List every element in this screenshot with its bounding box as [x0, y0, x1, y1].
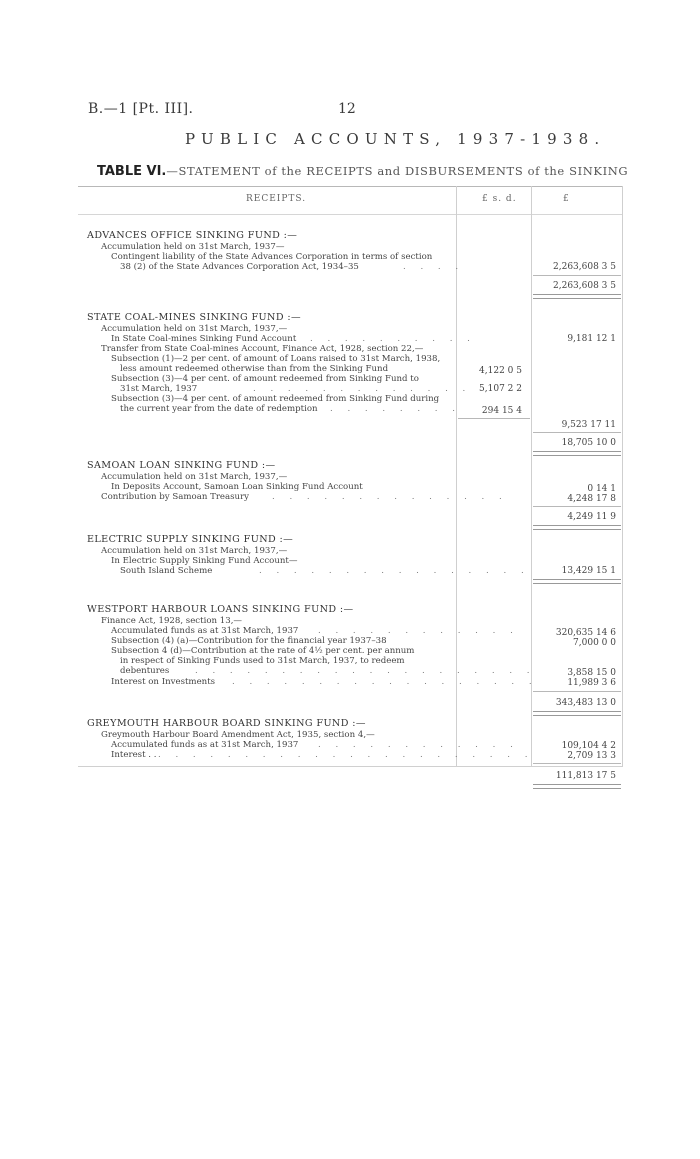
page-title: PUBLIC ACCOUNTS, 1937-1938.	[185, 130, 606, 148]
amount-value: 294 15 4	[481, 406, 522, 416]
total-double-rule	[533, 525, 621, 530]
leader-dots: . . . .	[403, 262, 465, 272]
section-title-advances: ADVANCES OFFICE SINKING FUND :—	[87, 230, 298, 241]
leader-dots: . . . . . . . . . . . .	[318, 626, 519, 636]
section-title-greymouth: GREYMOUTH HARBOUR BOARD SINKING FUND :—	[87, 718, 366, 729]
leader-dots: . . . . . . . . . .	[310, 334, 476, 344]
amount-value: 3,858 15 0	[567, 668, 616, 678]
section-title-westport: WESTPORT HARBOUR LOANS SINKING FUND :—	[87, 604, 354, 615]
table-heading	[97, 164, 628, 179]
table-bottom-rule	[78, 766, 623, 767]
table-top-rule	[78, 186, 623, 187]
subtotal-rule	[458, 418, 530, 419]
page-number: 12	[338, 101, 356, 117]
line-text: Greymouth Harbour Board Amendment Act, 1935, section 4,—	[101, 730, 375, 740]
line-text: Accumulation held on 31st March, 1937,—	[101, 472, 288, 482]
amount-value: 9,523 17 11	[561, 420, 616, 430]
amount-value: 4,248 17 8	[567, 494, 616, 504]
section-total-westport: 343,483 13 0	[555, 698, 616, 708]
amount-value: 11,989 3 6	[567, 678, 616, 688]
subtotal-rule	[533, 506, 621, 507]
section-title-coal-mines: STATE COAL-MINES SINKING FUND :—	[87, 312, 302, 323]
line-text: Subsection (3)—4 per cent. of amount redeemed from Sinking Fund during	[111, 394, 440, 404]
table-label: TABLE VI.	[97, 164, 167, 179]
section-total-electric: 13,429 15 1	[561, 566, 616, 576]
column-header-receipts: RECEIPTS.	[246, 194, 307, 204]
section-total-coal-mines: 18,705 10 0	[561, 438, 616, 448]
amount-value: 320,635 14 6	[555, 628, 616, 638]
line-text: Finance Act, 1928, section 13,—	[101, 616, 243, 626]
line-text: Accumulated funds as at 31st March, 1937	[111, 740, 299, 750]
line-text: Interest . .	[111, 750, 157, 760]
total-double-rule	[533, 579, 621, 584]
subtotal-rule	[533, 275, 621, 276]
amount-value: 9,181 12 1	[567, 334, 616, 344]
subtotal-rule	[533, 763, 621, 764]
amount-value: 0 14 1	[587, 484, 616, 494]
line-text: Accumulation held on 31st March, 1937,—	[101, 546, 288, 556]
leader-dots: . . . . . . . . . . . .	[318, 740, 519, 750]
leader-dots: . . . . . . . . . . . . . .	[253, 384, 489, 394]
table-caption: —STATEMENT of the RECEIPTS and DISBURSEMENTS of the SINKING	[166, 164, 629, 178]
total-double-rule	[533, 294, 621, 299]
total-double-rule	[533, 711, 621, 716]
amount-value: 2,263,608 3 5	[553, 262, 616, 272]
section-total-greymouth: 111,813 17 5	[555, 771, 616, 781]
leader-dots: . . . . . . . .	[330, 404, 461, 414]
line-text: Subsection (4) (a)—Contribution for the financial year 1937–38	[111, 636, 387, 646]
subtotal-rule	[533, 691, 621, 692]
line-text: Accumulated funds as at 31st March, 1937	[111, 626, 299, 636]
leader-dots: . . . . . . . . . . . . . . . .	[259, 566, 530, 576]
amount-value: 7,000 0 0	[573, 638, 616, 648]
line-text: Accumulation held on 31st March, 1937—	[101, 242, 285, 252]
amount-value: 2,709 13 3	[567, 751, 616, 761]
leader-dots: . . . . . . . . . . . . . . . . . . . . . .	[158, 750, 534, 760]
line-text: Contingent liability of the State Advances Corporation in terms of section	[111, 252, 433, 262]
line-text: Contribution by Samoan Treasury	[101, 492, 250, 502]
amount-value: 4,122 0 5	[479, 366, 522, 376]
line-text: In Electric Supply Sinking Fund Account—	[111, 556, 298, 566]
column-rule-right	[622, 186, 623, 766]
amount-value: 109,104 4 2	[561, 741, 616, 751]
section-total-samoan: 4,249 11 9	[567, 512, 616, 522]
line-text: 31st March, 1937	[120, 384, 198, 394]
section-total-advances: 2,263,608 3 5	[553, 281, 616, 291]
line-text: Transfer from State Coal-mines Account, Finance Act, 1928, section 22,—	[101, 344, 424, 354]
column-header-pound: £	[563, 194, 570, 204]
line-text: In Deposits Account, Samoan Loan Sinking Fund Account	[111, 482, 363, 492]
leader-dots: . . . . . . . . . . . . . . . . . . . .	[195, 666, 536, 676]
line-text: Subsection (3)—4 per cent. of amount redeemed from Sinking Fund to	[111, 374, 419, 384]
line-text: Accumulation held on 31st March, 1937,—	[101, 324, 288, 334]
header-bottom-rule	[78, 214, 623, 215]
subtotal-rule	[533, 432, 621, 433]
section-title-samoan: SAMOAN LOAN SINKING FUND :—	[87, 460, 276, 471]
line-text: the current year from the date of redemption	[120, 404, 318, 414]
line-text: 38 (2) of the State Advances Corporation Act, 1934–35	[120, 262, 359, 272]
line-text: South Island Scheme	[120, 566, 213, 576]
line-text: In State Coal-mines Sinking Fund Account	[111, 334, 297, 344]
line-text: debentures	[120, 666, 170, 676]
line-text: Interest on Investments	[111, 677, 216, 687]
line-text: Subsection 4 (d)—Contribution at the rate of 4½ per cent. per annum	[111, 646, 415, 656]
section-title-electric: ELECTRIC SUPPLY SINKING FUND :—	[87, 534, 294, 545]
amount-value: 5,107 2 2	[479, 384, 522, 394]
leader-dots: . . . . . . . . . . . . . . . . . .	[232, 677, 538, 687]
line-text: less amount redeemed otherwise than from the Sinking Fund	[120, 364, 389, 374]
line-text: in respect of Sinking Funds used to 31st March, 1937, to redeem	[120, 656, 405, 666]
total-double-rule	[533, 451, 621, 456]
page-reference: B.—1 [Pt. III].	[88, 101, 194, 117]
line-text: Subsection (1)—2 per cent. of amount of Loans raised to 31st March, 1938,	[111, 354, 441, 364]
total-double-rule	[533, 784, 621, 789]
leader-dots: . . . . . . . . . . . . . .	[272, 492, 508, 502]
column-header-lsd: £ s. d.	[482, 194, 517, 204]
